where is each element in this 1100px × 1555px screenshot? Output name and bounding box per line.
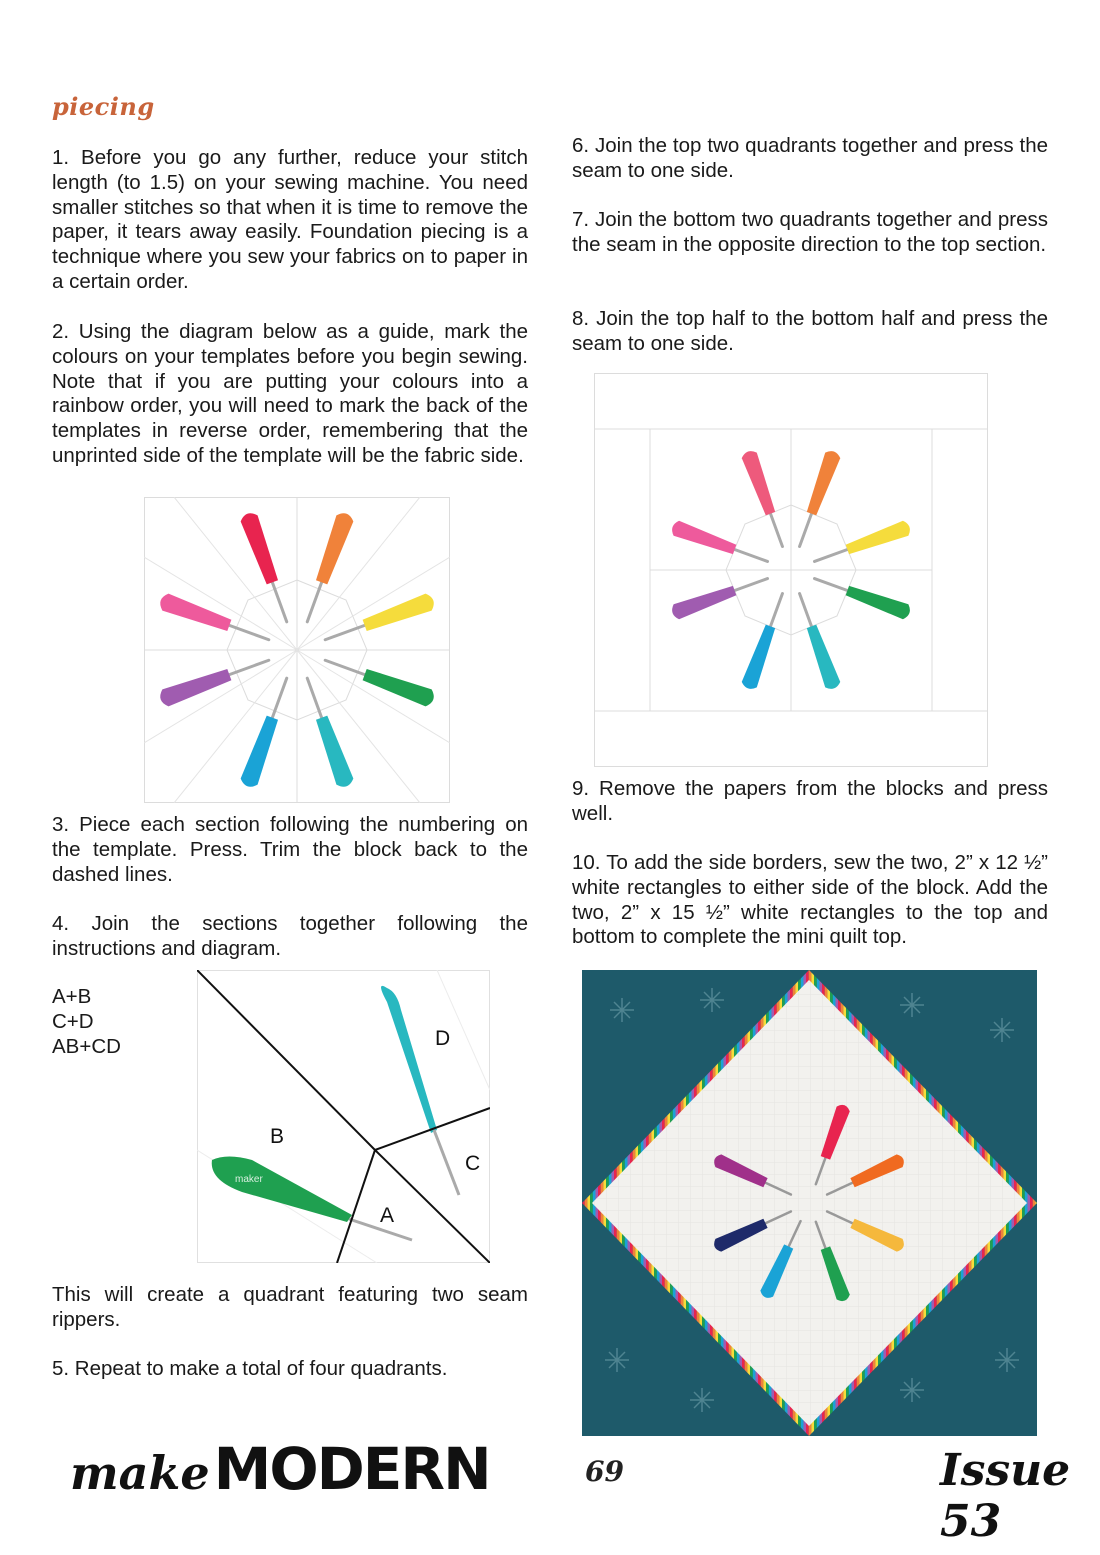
step-5-text: 5. Repeat to make a total of four quadrants. — [52, 1357, 448, 1380]
join-step-cd: C+D — [52, 1009, 94, 1033]
join-step-ab: A+B — [52, 985, 92, 1008]
page-number: 69 — [585, 1455, 624, 1488]
ripper-block-diagram — [144, 497, 450, 803]
step-8-text: 8. Join the top half to the bottom half and press the seam to one side. — [572, 307, 1048, 355]
step-7-text: 7. Join the bottom two quadrants together and press the seam in the opposite direction to the top section. — [572, 208, 1048, 256]
step-3-text: 3. Piece each section following the numbering on the template. Press. Trim the block back to the dashed lines. — [52, 813, 528, 886]
make-modern-logo — [70, 1435, 490, 1503]
step-4-text: 4. Join the sections together following the instructions and diagram. — [52, 912, 528, 960]
bordered-block-diagram — [594, 373, 988, 767]
issue-label: Issue 53 — [940, 1445, 1071, 1547]
logo-make-text: make — [70, 1446, 210, 1500]
step-9-text: 9. Remove the papers from the blocks and press well. — [572, 777, 1048, 825]
join-steps-list — [52, 985, 121, 1059]
finished-quilt-photo — [582, 970, 1037, 1436]
quadrant-note-text: This will create a quadrant featuring two seam rippers. — [52, 1283, 528, 1331]
step-10-text: 10. To add the side borders, sew the two, 2” x 12 ½” white rectangles to either side of the block. Add the two, 2” x 15 ½” white rectangles to the top and bottom to complete the mini quilt top. — [572, 851, 1048, 949]
quadrant-section-diagram — [197, 970, 490, 1263]
step-2-text: 2. Using the diagram below as a guide, mark the colours on your templates before you begin sewing. Note that if you are putting your colours into a rainbow order, you will need to mark the back of the templates in reverse order, remembering that the unprinted side of the template will be the fabric side. — [52, 320, 528, 467]
section-label-b: B — [270, 1125, 285, 1148]
logo-modern-text: MODERN — [213, 1435, 490, 1503]
section-title: piecing — [52, 92, 155, 121]
ripper-brand-label: maker — [235, 1174, 263, 1185]
section-label-c: C — [465, 1152, 481, 1175]
join-step-abcd: AB+CD — [52, 1034, 121, 1058]
section-label-d: D — [435, 1027, 451, 1050]
step-1-text: 1. Before you go any further, reduce your stitch length (to 1.5) on your sewing machine. You need smaller stitches so that when it is time to remove the paper, it tears away easily. Foundation piecing is a technique where you sew your fabrics on to paper in a certain order. — [52, 146, 528, 293]
section-label-a: A — [380, 1204, 395, 1227]
step-6-text: 6. Join the top two quadrants together and press the seam to one side. — [572, 134, 1048, 182]
